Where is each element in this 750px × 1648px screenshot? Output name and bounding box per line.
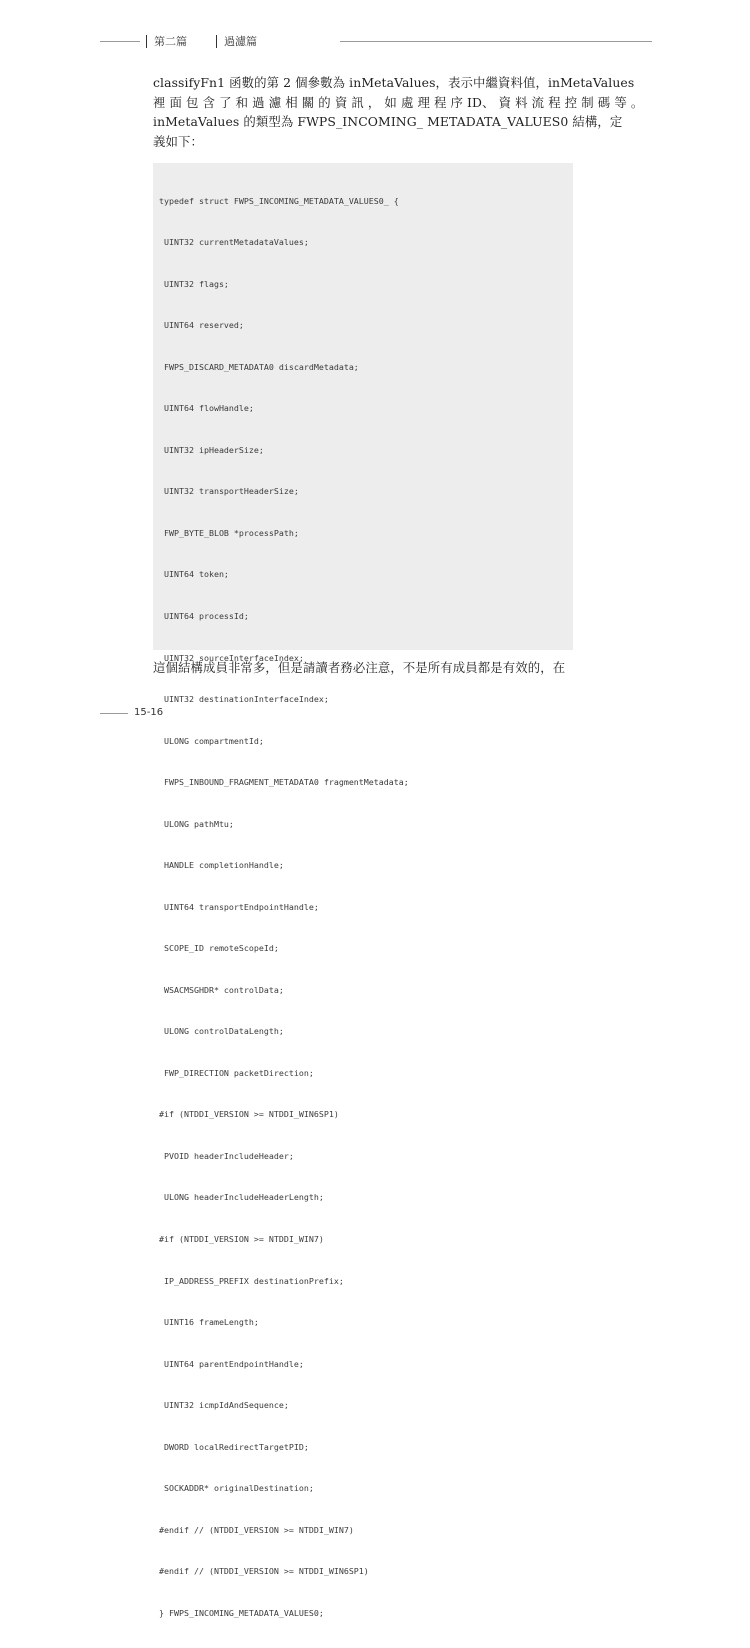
code-line: } FWPS_INCOMING_METADATA_VALUES0; xyxy=(159,1607,324,1618)
code-line: DWORD localRedirectTargetPID; xyxy=(159,1441,309,1452)
code-line: #if (NTDDI_VERSION >= NTDDI_WIN6SP1) xyxy=(159,1109,339,1120)
code-line: UINT32 ipHeaderSize; xyxy=(159,444,264,455)
code-line: UINT64 token; xyxy=(159,569,229,580)
footer-rule xyxy=(100,713,128,714)
code-line: #if (NTDDI_VERSION >= NTDDI_WIN7) xyxy=(159,1233,324,1244)
code-line: ULONG compartmentId; xyxy=(159,735,264,746)
code-line: UINT64 processId; xyxy=(159,611,249,621)
code-line: UINT32 destinationInterfaceIndex; xyxy=(159,694,329,705)
code-line: FWP_DIRECTION packetDirection; xyxy=(159,1067,314,1078)
code-line: WSACMSGHDR* controlData; xyxy=(159,984,284,995)
code-line: UINT32 transportHeaderSize; xyxy=(159,486,299,497)
code-line: IP_ADDRESS_PREFIX destinationPrefix; xyxy=(159,1275,344,1286)
code-line: UINT64 parentEndpointHandle; xyxy=(159,1358,304,1369)
code-line: FWPS_INBOUND_FRAGMENT_METADATA0 fragmentMetadata; xyxy=(159,777,409,788)
intro-line: 義如下： xyxy=(153,133,203,149)
code-line: FWP_BYTE_BLOB *processPath; xyxy=(159,527,299,538)
code-line: #endif // (NTDDI_VERSION >= NTDDI_WIN6SP1) xyxy=(159,1566,369,1577)
running-header xyxy=(100,34,652,50)
code-line: SOCKADDR* originalDestination; xyxy=(159,1483,314,1494)
code-line: ULONG pathMtu; xyxy=(159,818,234,829)
code-line: UINT64 flowHandle; xyxy=(159,403,254,414)
section-label: 過濾篇 xyxy=(224,35,257,48)
chapter-label: 第二篇 xyxy=(154,35,187,48)
code-line: UINT64 reserved; xyxy=(159,320,244,331)
code-line: UINT32 flags; xyxy=(159,278,229,289)
header-divider-middle xyxy=(216,35,217,48)
code-line: FWPS_DISCARD_METADATA0 discardMetadata; xyxy=(159,361,359,372)
code-line: UINT32 icmpIdAndSequence; xyxy=(159,1400,289,1411)
code-line: UINT16 frameLength; xyxy=(159,1317,259,1328)
code-line: PVOID headerIncludeHeader; xyxy=(159,1150,294,1161)
header-rule-right xyxy=(340,41,652,42)
code-line: UINT64 transportEndpointHandle; xyxy=(159,901,319,912)
intro-line: 裡 面 包 含 了 和 過 濾 相 關 的 資 訊 ， 如 處 理 程 序 ID、 資 料 流 程 控 制 碼 等 。 xyxy=(153,94,644,110)
intro-paragraph xyxy=(153,73,644,151)
page-number: 15-16 xyxy=(134,707,164,718)
code-line: ULONG controlDataLength; xyxy=(159,1026,284,1037)
code-line: typedef struct FWPS_INCOMING_METADATA_VALUES0_ { xyxy=(159,195,399,206)
code-line: #endif // (NTDDI_VERSION >= NTDDI_WIN7) xyxy=(159,1524,354,1535)
header-rule-left xyxy=(100,41,140,42)
code-line: SCOPE_ID remoteScopeId; xyxy=(159,943,279,954)
closing-line: 這個結構成員非常多，但是請讀者務必注意，不是所有成員都是有效的，在 xyxy=(153,660,566,675)
code-line: HANDLE completionHandle; xyxy=(159,860,284,871)
code-line: ULONG headerIncludeHeaderLength; xyxy=(159,1192,324,1203)
code-listing xyxy=(159,167,409,1648)
intro-line: classifyFn1 函數的第 2 個參數為 inMetaValues，表示中繼資料值，inMetaValues xyxy=(153,75,635,90)
header-divider-left xyxy=(146,35,147,48)
code-line: UINT32 currentMetadataValues; xyxy=(159,237,309,248)
closing-paragraph xyxy=(153,658,573,678)
intro-line: inMetaValues 的類型為 FWPS_INCOMING_ METADATA_VALUES0 結構，定 xyxy=(153,114,623,129)
code-line: UINT32 sourceInterfaceIndex; xyxy=(159,652,304,663)
